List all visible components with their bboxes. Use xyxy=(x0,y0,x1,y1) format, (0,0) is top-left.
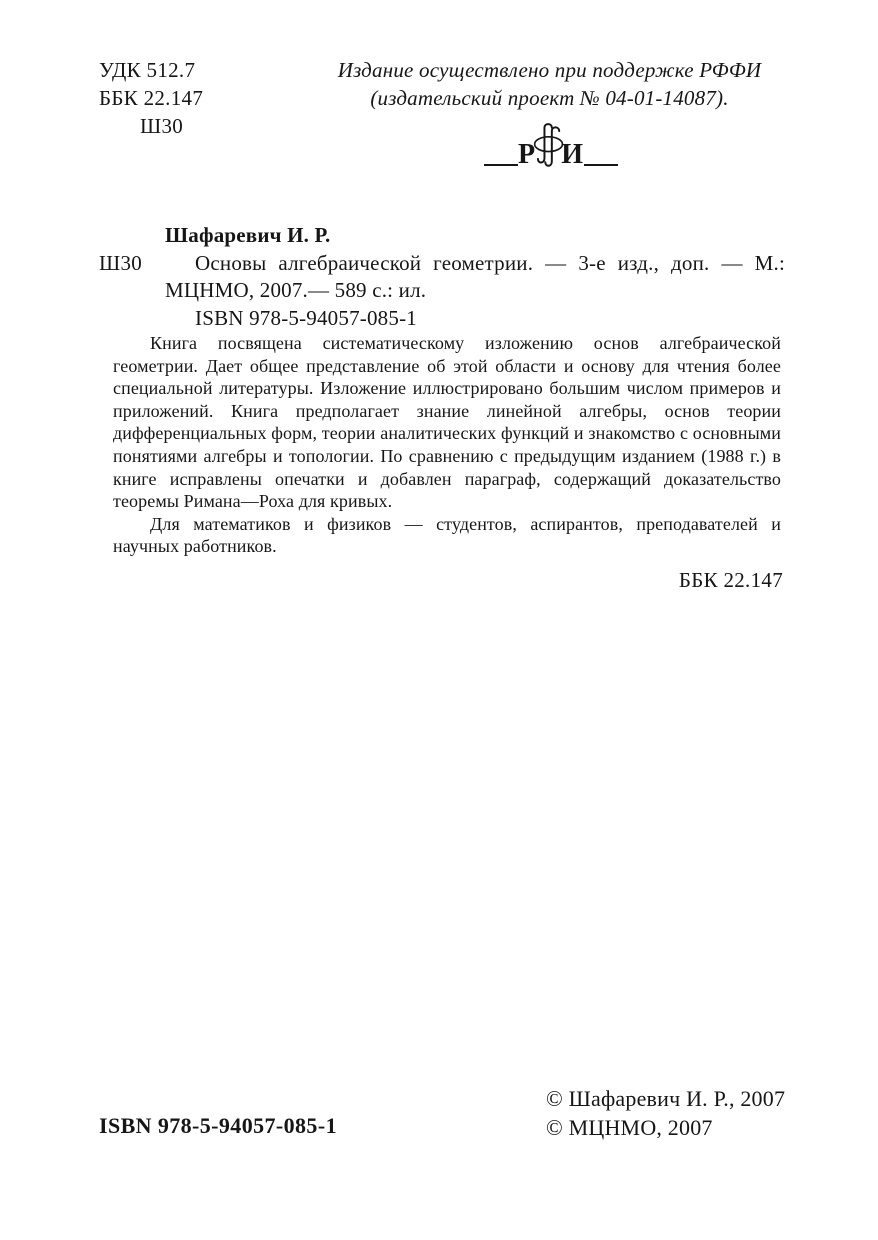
logo-underline-left xyxy=(484,164,518,166)
logo-letter-r: Р xyxy=(518,139,537,170)
bbk-code-right: ББК 22.147 xyxy=(678,568,783,592)
logo-underline-right xyxy=(584,164,618,166)
annotation-paragraph-2: Для математиков и физиков — студентов, аспирантов, преподавателей и научных работников. xyxy=(113,513,781,557)
copyright-block xyxy=(546,1085,785,1142)
logo-letter-i: И xyxy=(561,139,584,170)
entry-bib-line2: МЦНМО, 2007.— 589 с.: ил. xyxy=(165,278,427,302)
annotation-block xyxy=(113,332,781,558)
footer-isbn: ISBN 978-5-94057-085-1 xyxy=(99,1113,337,1138)
logo-double-f-icon xyxy=(533,116,564,174)
entry-bib-line1: Основы алгебраической геометрии. — 3-е изд., доп. — М.: xyxy=(195,250,785,275)
funding-note xyxy=(312,56,787,112)
catalog-entry xyxy=(165,222,785,332)
udc-code: УДК 512.7 xyxy=(99,58,196,82)
entry-author: Шафаревич И. Р. xyxy=(165,223,331,247)
funding-note-line2: (издательский проект № 04-01-14087). xyxy=(370,86,729,110)
funding-note-line1: Издание осуществлено при поддержке РФФИ xyxy=(337,58,762,82)
copyright-publisher: © МЦНМО, 2007 xyxy=(546,1114,713,1140)
copyright-author: © Шафаревич И. Р., 2007 xyxy=(546,1086,786,1111)
annotation-paragraph-1: Книга посвящена систематическому изложению основ алгебраической геометрии. Дает общее представление об этой области и основу для чтения более специальной литературы. Изложение иллюстрировано большим числом примеров и приложений. Книга предполагает знание линейной алгебры, основ теории дифференциальных форм, теории аналитических функций и знакомство с основными понятиями алгебры и топологии. По сравнению с предыдущим изданием (1988 г.) в книге исправлены опечатки и добавлен параграф, содержащий доказательство теоремы Римана—Роха для кривых. xyxy=(113,333,781,512)
bbk-code: ББК 22.147 xyxy=(99,86,204,110)
author-sign-code: Ш30 xyxy=(140,114,184,138)
entry-margin-code: Ш30 xyxy=(99,251,143,275)
rffi-logo xyxy=(484,116,618,174)
classification-block xyxy=(99,56,203,140)
entry-isbn: ISBN 978-5-94057-085-1 xyxy=(195,305,417,330)
